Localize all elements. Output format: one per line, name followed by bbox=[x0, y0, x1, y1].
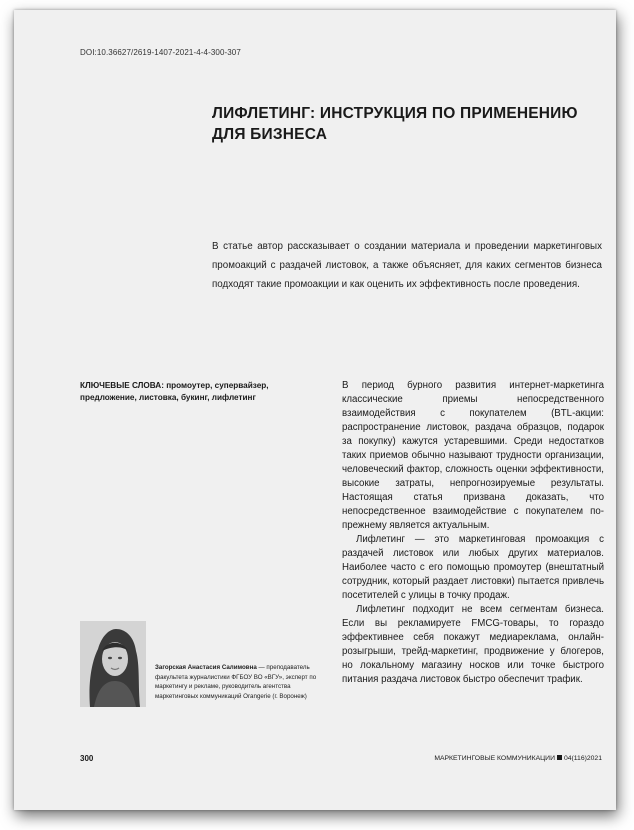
journal-page bbox=[14, 10, 616, 810]
journal-name: МАРКЕТИНГОВЫЕ КОММУНИКАЦИИ bbox=[434, 755, 555, 762]
body-paragraph-1: В период бурного развития интернет-маркетинга классические приемы непосредственного взаимодействия с покупателем (BTL-акции: распространение листовок, раздача образцов, подарок за покупку) кажутся устаревшими. Среди недостатков таких приемов обычно называют трудности организации, человеческий фактор, сложность оценки эффективности, высокие затраты, непрогнозируемые результаты. Настоящая статья призвана доказать, что непосредственное взаимодействие с покупателем по-прежнему является актуальным. bbox=[342, 380, 604, 531]
journal-footer bbox=[434, 755, 602, 762]
author-bio: — преподаватель факультета журналистики ФГБОУ ВО «ВГУ», эксперт по маркетингу и рекламе, руководитель агентства маркетинговых коммуникаций Orangerie (г. Воронеж) bbox=[155, 664, 317, 700]
doi-label: DOI:10.36627/2619-1407-2021-4-4-300-307 bbox=[80, 48, 241, 57]
issue-number: 04(116)2021 bbox=[563, 755, 602, 762]
author-info bbox=[155, 663, 319, 701]
article-title bbox=[212, 103, 602, 145]
article-body bbox=[342, 379, 604, 687]
title-line-2: ДЛЯ БИЗНЕСА bbox=[212, 126, 328, 143]
keywords: КЛЮЧЕВЫЕ СЛОВА: промоутер, супервайзер, предложение, листовка, букинг, лифлетинг bbox=[80, 381, 269, 402]
body-paragraph-3: Лифлетинг подходит не всем сегментам бизнеса. Если вы рекламируете FMCG-товары, то гораздо эффективнее себя покажут медиареклама, онлайн-розыгрыши, трейд-маркетинг, продвижение у блогеров, но локальному магазину носков или точке быстрого питания раздача листовок быстро обеспечит трафик. bbox=[342, 604, 604, 685]
author-name: Загорская Анастасия Салимовна bbox=[155, 664, 257, 671]
author-photo bbox=[80, 621, 146, 707]
page-number: 300 bbox=[80, 754, 94, 763]
square-separator-icon bbox=[557, 755, 562, 760]
title-line-1: ЛИФЛЕТИНГ: ИНСТРУКЦИЯ ПО ПРИМЕНЕНИЮ bbox=[212, 105, 578, 122]
body-paragraph-2: Лифлетинг — это маркетинговая промоакция с раздачей листовок или любых других материалов. Наиболее часто с его помощью промоутер (внештатный сотрудник, который раздает листовки) пытается привлечь посетителей с улицы в точку продаж. bbox=[342, 534, 604, 601]
abstract: В статье автор рассказывает о создании материала и проведении маркетинговых промоакций с раздачей листовок, а также объясняет, для каких сегментов бизнеса подходят такие промоакции и как оценить их эффективность после проведения. bbox=[212, 241, 602, 290]
